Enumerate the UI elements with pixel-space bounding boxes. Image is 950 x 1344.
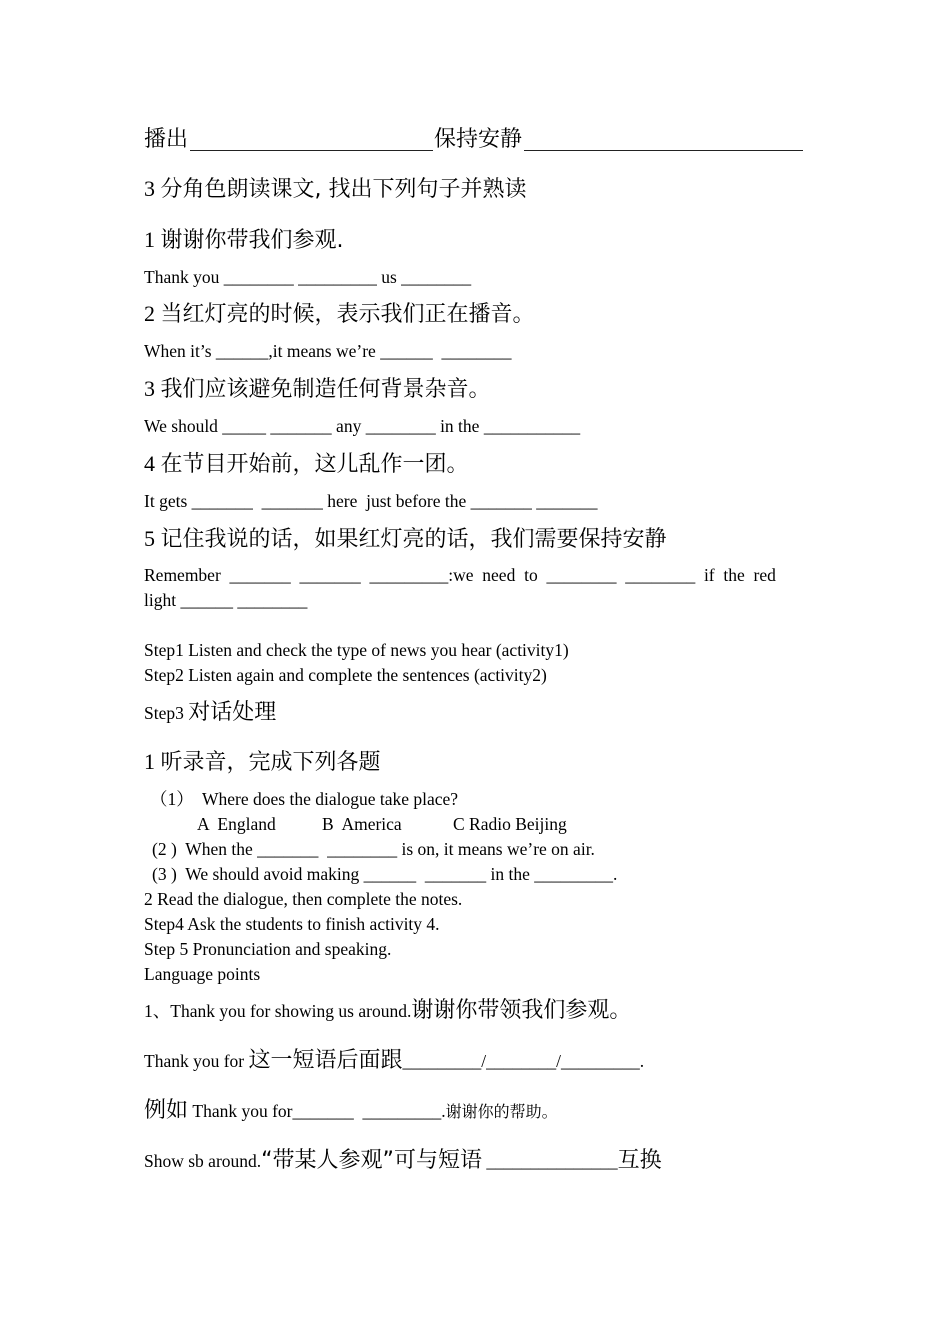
item2-num: 2 <box>144 301 155 326</box>
q3: (3 ) We should avoid making ______ _______ in the _________. <box>152 864 618 884</box>
point2-blanks: _________/________/_________. <box>402 1051 645 1071</box>
q1-option-a: A England <box>197 814 276 834</box>
section3-title-text: 分角色朗读课文, 找出下列句子并熟读 <box>160 177 527 202</box>
item2-zh-text: 当红灯亮的时候，表示我们正在播音。 <box>160 302 535 327</box>
item5-zh <box>144 528 667 551</box>
point1-en: 1、Thank you for showing us around. <box>144 1001 412 1021</box>
item4-zh <box>144 453 469 476</box>
header-label2: 保持安静 <box>434 127 523 152</box>
item3-en: We should _____ _______ any ________ in the ___________ <box>144 416 581 436</box>
point1-zh: 谢谢你带领我们参观。 <box>411 998 632 1023</box>
point2-zh: 这一短语后面跟 <box>248 1048 403 1073</box>
item4-num: 4 <box>144 451 155 476</box>
point3 <box>144 1100 558 1122</box>
point4-zh: “带某人参观”可与短语 <box>261 1148 482 1173</box>
item3-zh-text: 我们应该避免制造任何背景杂音。 <box>160 377 491 402</box>
header-blank-2 <box>524 150 803 151</box>
point3-zh2: 谢谢你的帮助。 <box>445 1102 558 1121</box>
section3-title-num: 3 <box>144 176 155 201</box>
step1: Step1 Listen and check the type of news you hear (activity1) <box>144 640 569 660</box>
step3 <box>144 702 276 724</box>
item1-zh <box>144 229 344 252</box>
point2-en: Thank you for <box>144 1051 249 1071</box>
point1 <box>144 1000 631 1022</box>
point3-en: Thank you for_______ _________. <box>188 1101 446 1121</box>
step3-prefix: Step3 <box>144 703 189 723</box>
point2 <box>144 1050 644 1072</box>
item5-zh-text: 记住我说的话，如果红灯亮的话，我们需要保持安静 <box>160 527 667 552</box>
item3-num: 3 <box>144 376 155 401</box>
header-label1: 播出 <box>144 127 189 152</box>
item5-num: 5 <box>144 526 155 551</box>
listening-title <box>144 751 381 774</box>
item1-en: Thank you ________ _________ us ________ <box>144 267 472 287</box>
step2: Step2 Listen again and complete the sentences (activity2) <box>144 665 547 685</box>
step3-zh: 对话处理 <box>188 700 277 725</box>
language-points: Language points <box>144 964 261 984</box>
point3-zh: 例如 <box>144 1098 189 1123</box>
q2: (2 ) When the _______ ________ is on, it means we’re on air. <box>152 839 595 859</box>
step5: Step 5 Pronunciation and speaking. <box>144 939 392 959</box>
q1-option-c: C Radio Beijing <box>453 814 567 834</box>
point4 <box>144 1150 662 1172</box>
point4-zh2: 互换 <box>617 1148 662 1173</box>
item5-en-line2: light ______ ________ <box>144 590 308 610</box>
listening-title-zh: 听录音，完成下列各题 <box>160 750 381 775</box>
point4-blank: _______________ <box>481 1151 618 1171</box>
header-label-keep-quiet <box>434 129 522 151</box>
q1-text: Where does the dialogue take place? <box>202 789 459 809</box>
point4-en: Show sb around. <box>144 1151 262 1171</box>
item5-en-line1: Remember _______ _______ _________:we need to ________ ________ if the red <box>144 565 776 585</box>
item2-en: When it’s ______,it means we’re ______ ________ <box>144 341 512 361</box>
item2-zh <box>144 303 535 326</box>
item1-zh-text: 谢谢你带我们参观. <box>160 228 344 253</box>
item3-zh <box>144 378 491 401</box>
section3-title <box>144 178 527 201</box>
q1-option-b: B America <box>322 814 402 834</box>
item1-num: 1 <box>144 227 155 252</box>
item4-zh-text: 在节目开始前，这儿乱作一团。 <box>160 452 469 477</box>
step4: Step4 Ask the students to finish activity 4. <box>144 914 440 934</box>
read-dialogue: 2 Read the dialogue, then complete the notes. <box>144 889 463 909</box>
q1-num: （1） <box>150 789 194 809</box>
header-blank-1 <box>190 150 433 151</box>
listening-title-num: 1 <box>144 749 161 774</box>
item4-en: It gets _______ _______ here just before the _______ _______ <box>144 491 598 511</box>
header-label-broadcast <box>144 129 188 151</box>
